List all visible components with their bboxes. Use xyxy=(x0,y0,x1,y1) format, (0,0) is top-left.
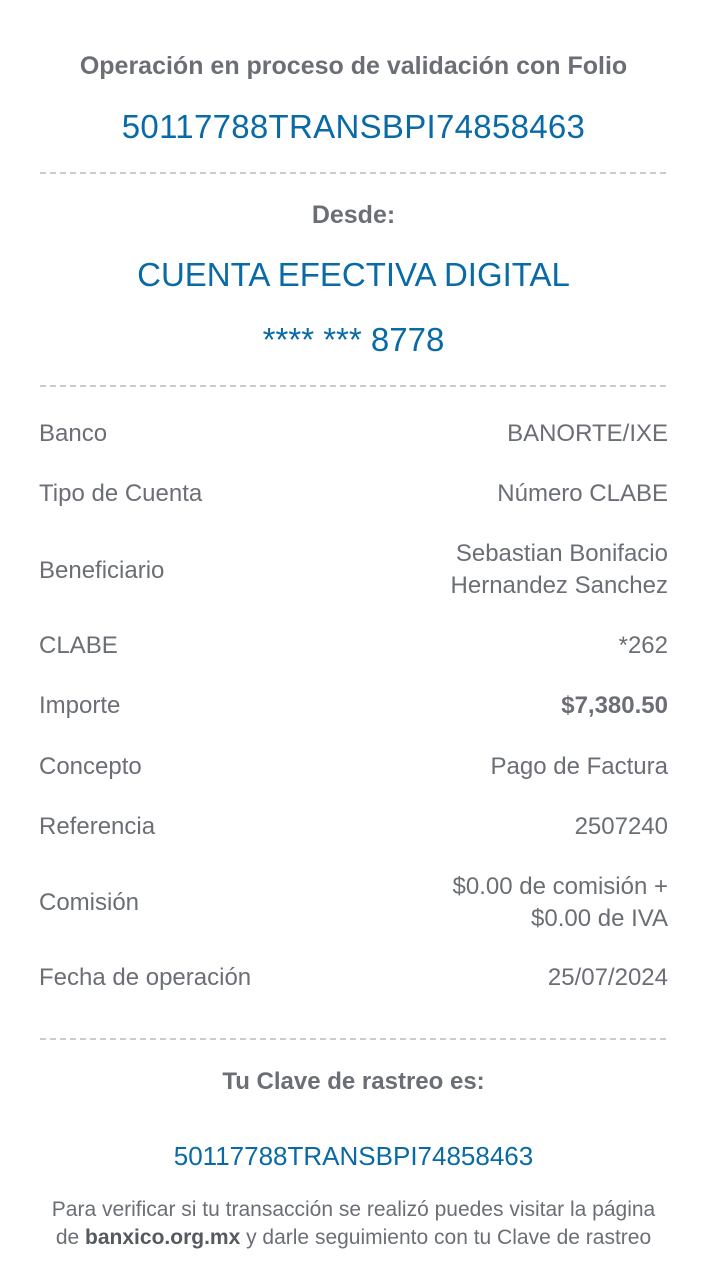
origin-account-number: **** *** 8778 xyxy=(262,321,445,358)
origin-account-name: CUENTA EFECTIVA DIGITAL xyxy=(137,256,570,293)
commission-line2: $0.00 de IVA xyxy=(531,905,668,932)
row-label: Referencia xyxy=(39,813,156,840)
divider xyxy=(40,385,666,387)
beneficiary-name-line1: Sebastian Bonifacio xyxy=(455,540,668,567)
row-value: *262 xyxy=(618,632,668,659)
banxico-link[interactable]: banxico.org.mx xyxy=(85,1226,241,1249)
row-label: Concepto xyxy=(39,753,142,780)
row-value xyxy=(453,871,668,935)
row-value: 25/07/2024 xyxy=(547,964,668,991)
beneficiary-name-line2: Hernandez Sanchez xyxy=(450,572,668,599)
row-value: BANORTE/IXE xyxy=(507,420,668,447)
note-text: y darle seguimiento con tu Clave de rastreo xyxy=(240,1226,652,1249)
divider xyxy=(40,172,666,174)
note-text: Para verificar si tu transacción se realizó puedes visitar la página de xyxy=(51,1198,656,1249)
row-label: Comisión xyxy=(39,889,140,916)
tracking-label: Tu Clave de rastreo es: xyxy=(222,1068,485,1095)
folio-number: 50117788TRANSBPI74858463 xyxy=(121,108,586,145)
tracking-code: 50117788TRANSBPI74858463 xyxy=(173,1141,534,1171)
verification-note xyxy=(40,1196,667,1252)
row-value: Pago de Factura xyxy=(490,753,668,780)
row-label: Importe xyxy=(39,692,121,719)
row-label: Banco xyxy=(39,420,108,447)
row-value: 2507240 xyxy=(574,813,668,840)
row-label: Fecha de operación xyxy=(39,964,252,991)
divider xyxy=(40,1038,666,1040)
row-label: Beneficiario xyxy=(39,557,165,584)
amount-value: $7,380.50 xyxy=(561,692,668,719)
commission-line1: $0.00 de comisión + xyxy=(452,873,668,900)
origin-label: Desde: xyxy=(311,201,396,229)
operation-status-text: Operación en proceso de validación con Folio xyxy=(79,52,628,80)
row-label: CLABE xyxy=(39,632,118,659)
row-value: Número CLABE xyxy=(497,480,668,507)
row-label: Tipo de Cuenta xyxy=(39,480,203,507)
row-value xyxy=(451,538,668,602)
